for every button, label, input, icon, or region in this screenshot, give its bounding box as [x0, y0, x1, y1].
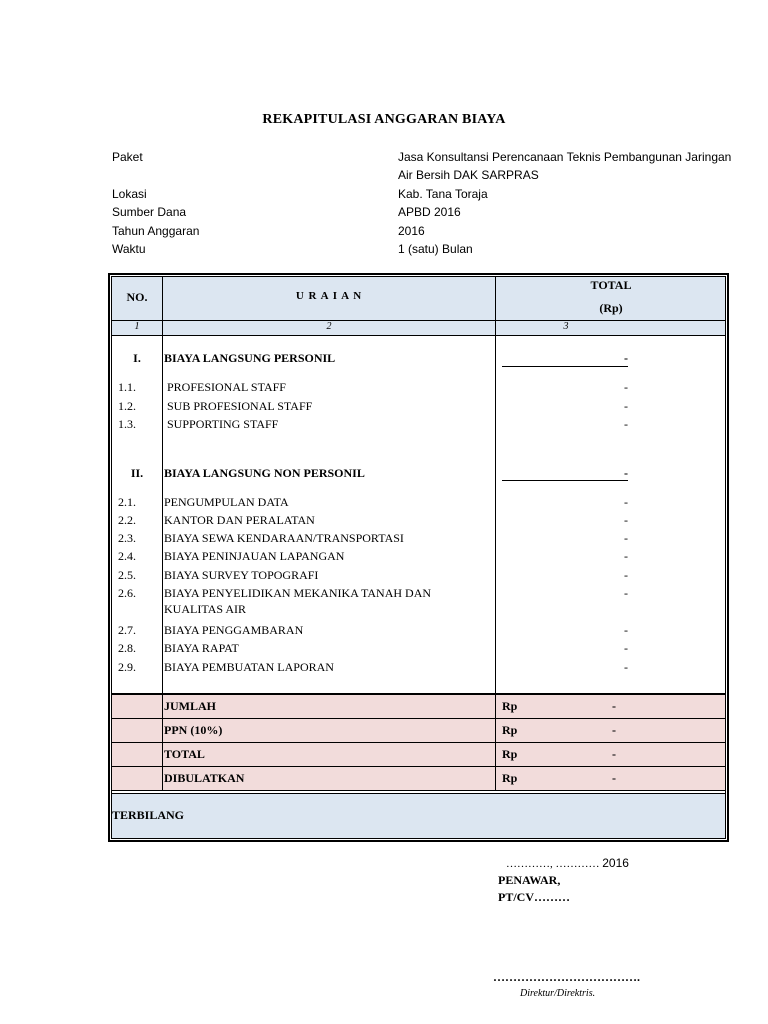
terbilang-label: TERBILANG — [112, 808, 185, 822]
summary-value-dibulatkan: - — [612, 771, 616, 785]
summary-value-ppn: - — [612, 723, 616, 737]
summary-currency-total: Rp — [502, 747, 518, 761]
signature-year: 2016 — [602, 856, 629, 870]
info-label-sumber-dana: Sumber Dana — [112, 205, 187, 219]
item-label: SUPPORTING STAFF — [167, 417, 279, 431]
item-label: PENGUMPULAN DATA — [164, 495, 289, 509]
signature-line: ………………………………. — [493, 970, 640, 984]
item-value: - — [624, 641, 628, 655]
section-total-2: - — [624, 466, 628, 480]
document-title: REKAPITULASI ANGGARAN BIAYA — [262, 112, 506, 127]
header-uraian: U R A I A N — [295, 290, 363, 302]
info-value-paket-1: Jasa Konsultansi Perencanaan Teknis Pembangunan Jaringan — [398, 150, 732, 164]
item-label: BIAYA PENINJAUAN LAPANGAN — [164, 549, 345, 563]
info-label-tahun-anggaran: Tahun Anggaran — [112, 224, 200, 238]
summary-label-jumlah: JUMLAH — [164, 699, 216, 713]
item-value: - — [624, 513, 628, 527]
item-label: BIAYA SEWA KENDARAAN/TRANSPORTASI — [164, 531, 404, 545]
item-value: - — [624, 623, 628, 637]
summary-label-ppn: PPN (10%) — [164, 723, 223, 737]
section-total-1: - — [624, 351, 628, 365]
signature-date — [506, 856, 629, 870]
item-value: - — [624, 586, 628, 600]
item-value: - — [624, 399, 628, 413]
summary-value-total: - — [612, 747, 616, 761]
signature-penawar: PENAWAR, — [498, 873, 561, 887]
item-label: BIAYA PENYELIDIKAN MEKANIKA TANAH DAN — [164, 586, 432, 600]
summary-value-jumlah: - — [612, 699, 616, 713]
item-label: KANTOR DAN PERALATAN — [164, 513, 315, 527]
item-no: 2.8. — [118, 641, 136, 655]
item-label: PROFESIONAL STAFF — [167, 380, 286, 394]
info-value-sumber-dana: APBD 2016 — [398, 205, 461, 219]
item-value: - — [624, 568, 628, 582]
item-no: 2.4. — [118, 549, 136, 563]
info-value-lokasi: Kab. Tana Toraja — [398, 187, 488, 201]
item-label: BIAYA RAPAT — [164, 641, 239, 655]
item-no: 2.5. — [118, 568, 136, 582]
info-value-tahun-anggaran: 2016 — [398, 224, 425, 238]
section-no-1: I. — [133, 351, 141, 365]
section-no-2: II. — [130, 466, 144, 480]
item-no: 2.2. — [118, 513, 136, 527]
item-no: 1.2. — [118, 399, 136, 413]
info-label-lokasi: Lokasi — [112, 187, 147, 201]
summary-label-total: TOTAL — [164, 747, 205, 761]
col-number-1: 1 — [134, 321, 140, 332]
summary-currency-ppn: Rp — [502, 723, 518, 737]
signature-role: Direktur/Direktris. — [520, 988, 596, 999]
info-label-waktu: Waktu — [112, 242, 146, 256]
info-value-paket-2: Air Bersih DAK SARPRAS — [398, 168, 539, 182]
item-value: - — [624, 417, 628, 431]
summary-currency-dibulatkan: Rp — [502, 771, 518, 785]
item-label: BIAYA PENGGAMBARAN — [164, 623, 304, 637]
header-total: TOTAL — [590, 278, 632, 292]
item-no: 1.1. — [118, 380, 136, 394]
header-rp: (Rp) — [599, 301, 623, 315]
item-no: 2.6. — [118, 586, 136, 600]
item-value: - — [624, 495, 628, 509]
summary-currency-jumlah: Rp — [502, 699, 518, 713]
item-label: BIAYA PEMBUATAN LAPORAN — [164, 660, 334, 674]
col-number-2: 2 — [326, 321, 332, 332]
item-value: - — [624, 549, 628, 563]
item-value: - — [624, 531, 628, 545]
signature-date-dots: …………, ………… — [506, 858, 603, 870]
item-label: BIAYA SURVEY TOPOGRAFI — [164, 568, 319, 582]
item-no: 2.1. — [118, 495, 136, 509]
item-value: - — [624, 380, 628, 394]
col-number-3: 3 — [563, 321, 569, 332]
item-no: 2.7. — [118, 623, 136, 637]
header-no: NO. — [126, 290, 148, 304]
section-title-1: BIAYA LANGSUNG PERSONIL — [164, 351, 336, 365]
item-no: 2.3. — [118, 531, 136, 545]
info-value-waktu: 1 (satu) Bulan — [398, 242, 473, 256]
item-label: SUB PROFESIONAL STAFF — [167, 399, 313, 413]
section-title-2: BIAYA LANGSUNG NON PERSONIL — [164, 466, 365, 480]
item-no: 1.3. — [118, 417, 136, 431]
info-label-paket: Paket — [112, 150, 143, 164]
item-label-continued: KUALITAS AIR — [164, 602, 247, 616]
item-no: 2.9. — [118, 660, 136, 674]
item-value: - — [624, 660, 628, 674]
summary-label-dibulatkan: DIBULATKAN — [164, 771, 245, 785]
signature-company: PT/CV……… — [498, 890, 570, 904]
